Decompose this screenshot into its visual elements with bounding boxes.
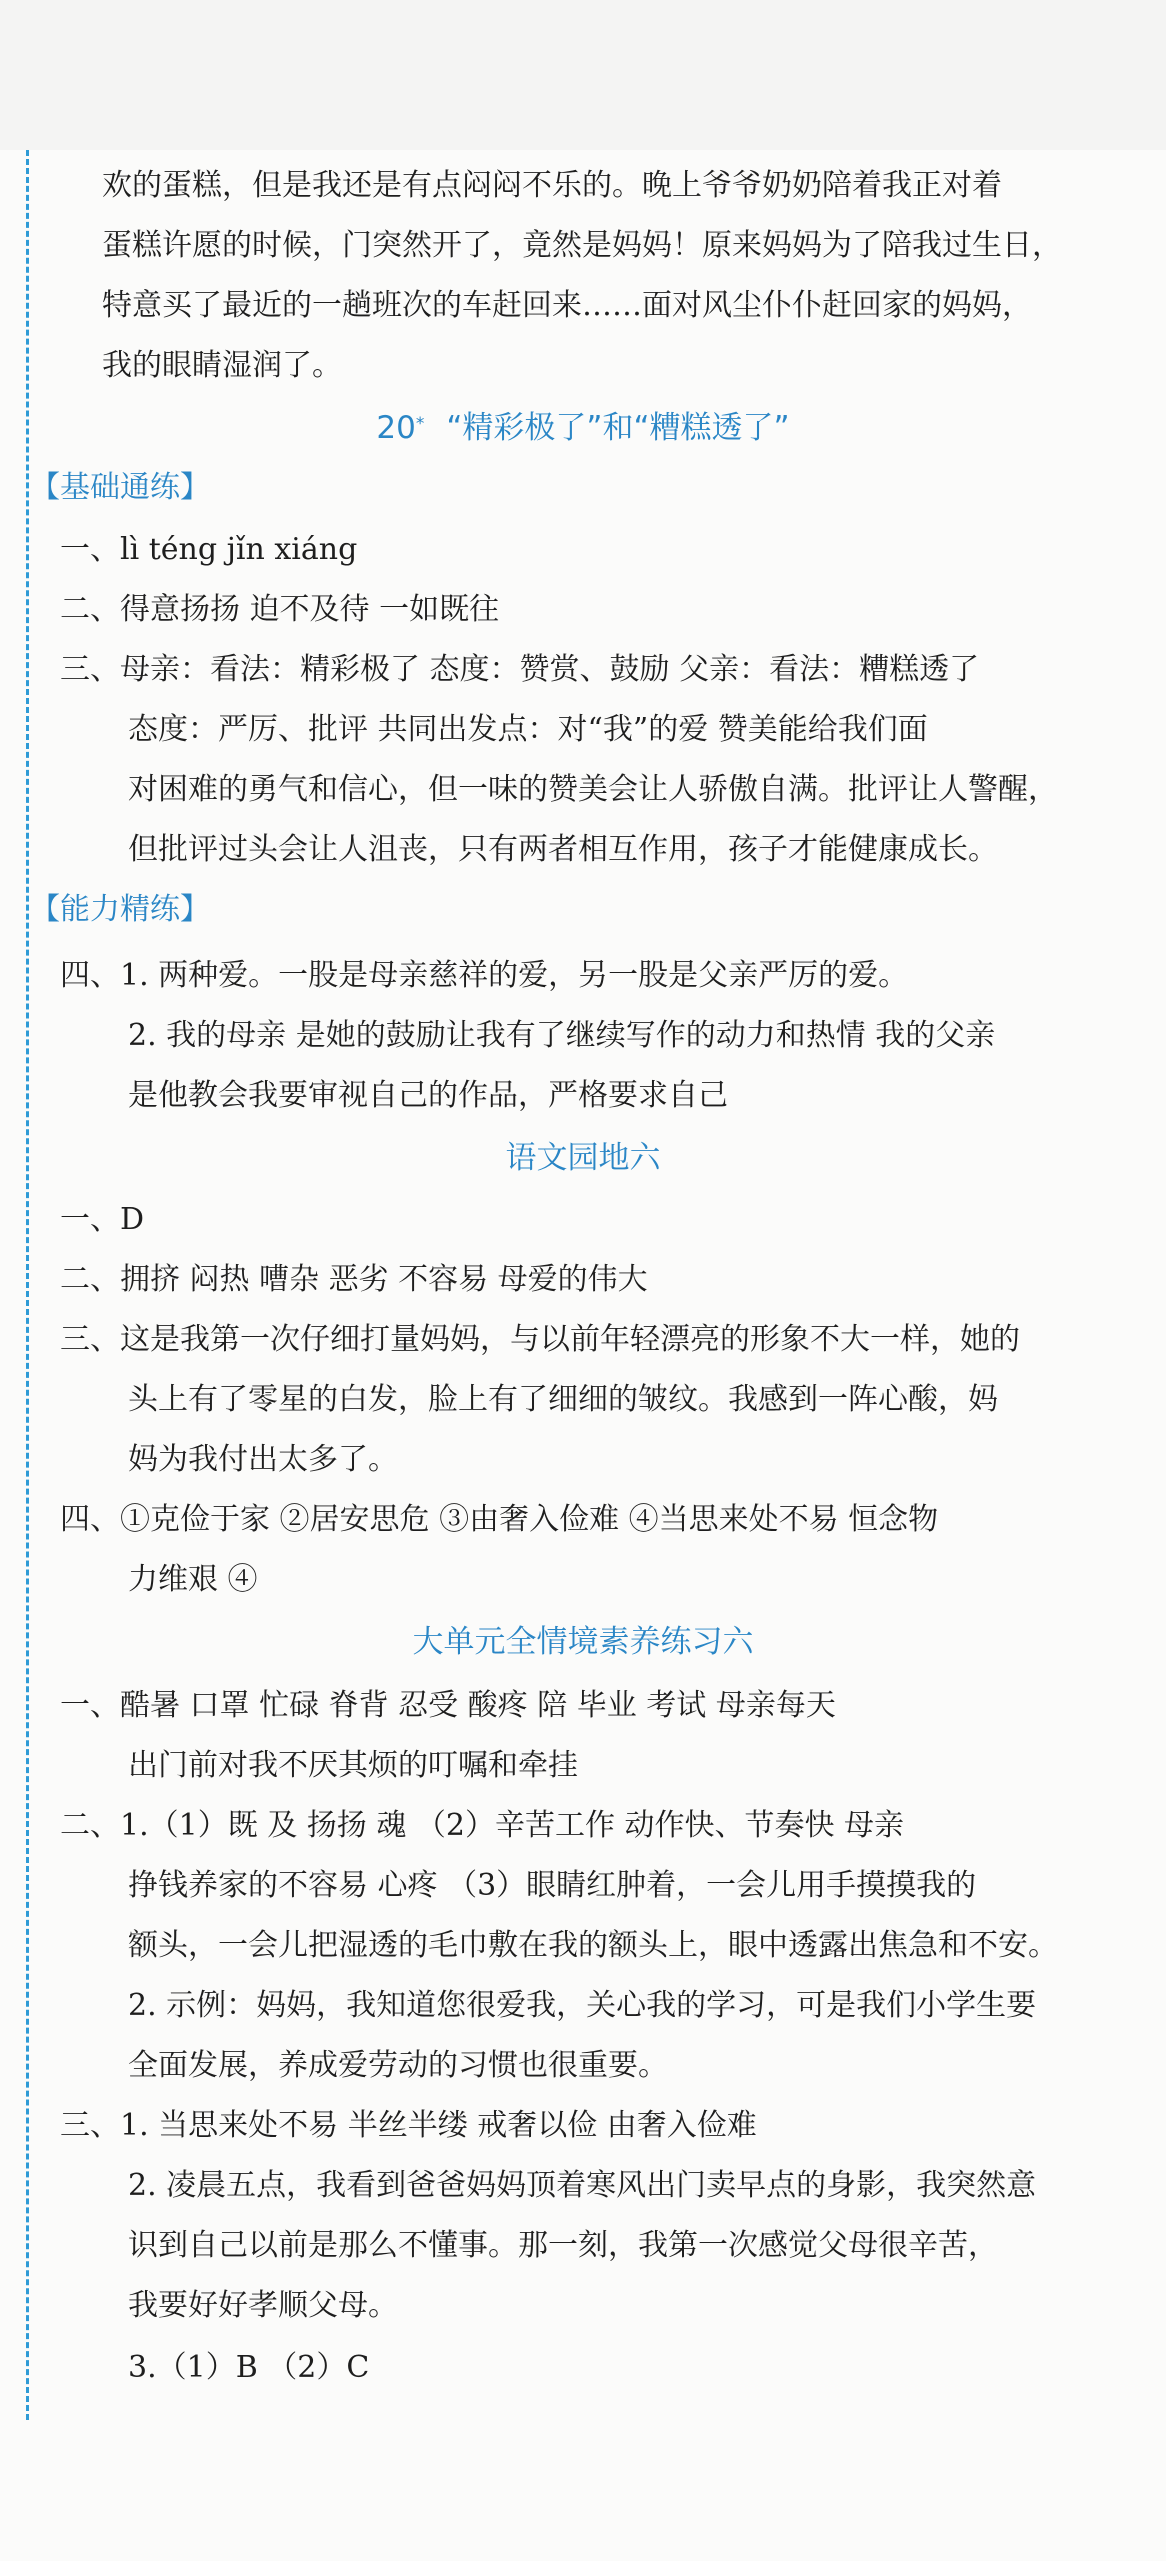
optional-lesson-mark: * [415,414,425,434]
answer-line: 二、得意扬扬 迫不及待 一如既往 [60,592,500,627]
answer-line: 四、1. 两种爱。一股是母亲慈祥的爱，另一股是父亲严厉的爱。 [60,958,909,993]
answer-line: 2. 凌晨五点，我看到爸爸妈妈顶着寒风出门卖早点的身影，我突然意 [128,2168,1037,2203]
answer-line: 2. 示例：妈妈，我知道您很爱我，关心我的学习，可是我们小学生要 [128,1988,1037,2023]
section-ability-practice: 【能力精练】 [30,892,210,927]
answer-line: 四、①克俭于家 ②居安思危 ③由奢入俭难 ④当思来处不易 恒念物 [60,1502,939,1537]
answer-line: 头上有了零星的白发，脸上有了细细的皱纹。我感到一阵心酸，妈 [128,1382,998,1417]
lesson-20-heading [0,410,1166,446]
answer-line: 3.（1）B （2）C [128,2350,370,2385]
text-line: 蛋糕许愿的时候，门突然开了，竟然是妈妈！原来妈妈为了陪我过生日， [102,228,1062,263]
answer-line: 2. 我的母亲 是她的鼓励让我有了继续写作的动力和热情 我的父亲 [128,1018,996,1053]
answer-line: 但批评过头会让人沮丧，只有两者相互作用，孩子才能健康成长。 [128,832,998,867]
answer-line: 一、lì téng jǐn xiáng [60,532,358,567]
answer-line: 力维艰 ④ [128,1562,258,1597]
text-line: 欢的蛋糕，但是我还是有点闷闷不乐的。晚上爷爷奶奶陪着我正对着 [102,168,1002,203]
answer-line: 三、1. 当思来处不易 半丝半缕 戒奢以俭 由奢入俭难 [60,2108,757,2143]
answer-line: 是他教会我要审视自己的作品，严格要求自己 [128,1078,728,1113]
answer-line: 对困难的勇气和信心，但一味的赞美会让人骄傲自满。批评让人警醒， [128,772,1058,807]
answer-line: 三、这是我第一次仔细打量妈妈，与以前年轻漂亮的形象不大一样，她的 [60,1322,1020,1357]
answer-line: 态度：严厉、批评 共同出发点：对“我”的爱 赞美能给我们面 [128,712,928,747]
answer-line: 三、母亲：看法：精彩极了 态度：赞赏、鼓励 父亲：看法：糟糕透了 [60,652,980,687]
lesson-title: “精彩极了”和“糟糕透了” [446,410,790,446]
page-top-margin [0,0,1166,150]
answer-line: 挣钱养家的不容易 心疼 （3）眼睛红肿着，一会儿用手摸摸我的 [128,1868,977,1903]
text-line: 我的眼睛湿润了。 [102,348,342,383]
answer-line: 出门前对我不厌其烦的叮嘱和牵挂 [128,1748,578,1783]
answer-line: 妈为我付出太多了。 [128,1442,398,1477]
answer-line: 二、1.（1）既 及 扬扬 魂 （2）辛苦工作 动作快、节奏快 母亲 [60,1808,905,1843]
answer-line: 识到自己以前是那么不懂事。那一刻，我第一次感觉父母很辛苦， [128,2228,998,2263]
binding-dashed-line [26,150,29,2420]
answer-line: 一、D [60,1202,145,1237]
section-basic-practice: 【基础通练】 [30,470,210,505]
garden-heading: 语文园地六 [505,1140,661,1176]
answer-line: 额头，一会儿把湿透的毛巾敷在我的额头上，眼中透露出焦急和不安。 [128,1928,1058,1963]
answer-line: 全面发展，养成爱劳动的习惯也很重要。 [128,2048,668,2083]
lesson-number: 20 [376,410,416,446]
answer-line: 一、酷暑 口罩 忙碌 脊背 忍受 酸疼 陪 毕业 考试 母亲每天 [60,1688,836,1723]
answer-line: 二、拥挤 闷热 嘈杂 恶劣 不容易 母爱的伟大 [60,1262,648,1297]
text-line: 特意买了最近的一趟班次的车赶回来……面对风尘仆仆赶回家的妈妈， [102,288,1032,323]
answer-line: 我要好好孝顺父母。 [128,2288,398,2323]
unit-practice-heading: 大单元全情境素养练习六 [412,1624,754,1660]
